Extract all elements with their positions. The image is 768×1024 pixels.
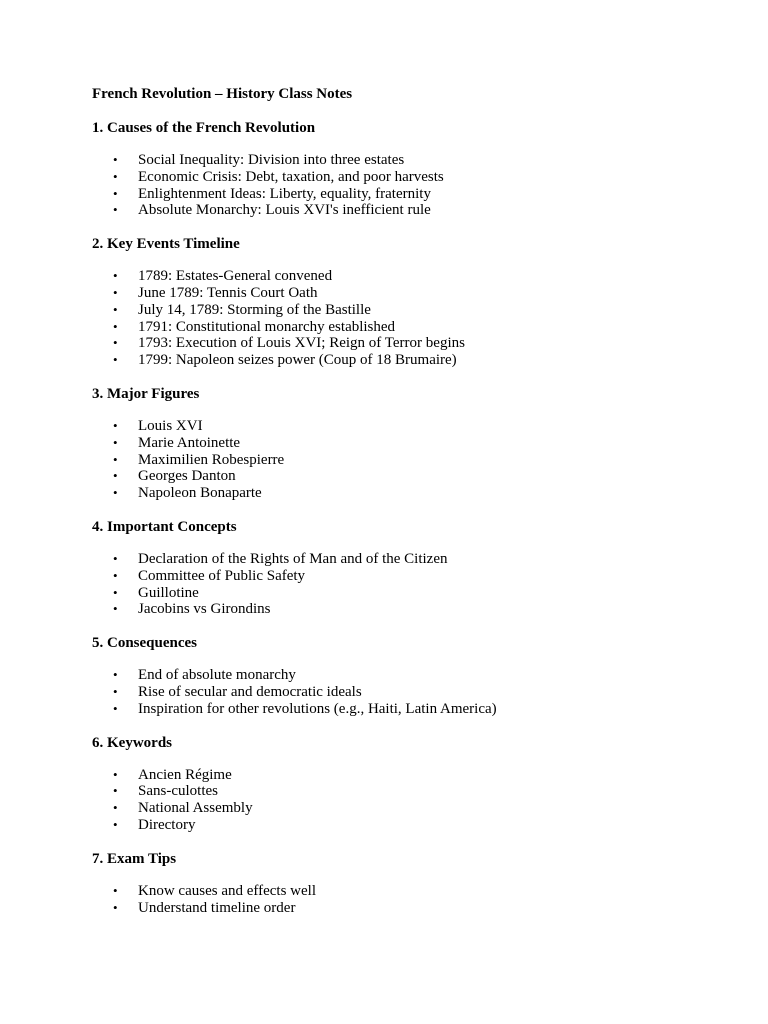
list-item (92, 202, 732, 219)
list-item-text: 1799: Napoleon seizes power (Coup of 18 Brumaire) (138, 352, 457, 369)
bullet-icon: • (113, 667, 118, 683)
bullet-icon: • (113, 152, 118, 167)
bullet-icon: • (113, 202, 118, 218)
section-exam-tips (92, 850, 732, 917)
list-item (92, 319, 732, 336)
list-item-text: Absolute Monarchy: Louis XVI's inefficient rule (138, 202, 431, 219)
list-item-text: Enlightenment Ideas: Liberty, equality, fraternity (138, 185, 431, 202)
list-item-text: Directory (138, 816, 196, 833)
list-item-text: National Assembly (138, 800, 253, 817)
list-item-text: Jacobins vs Girondins (138, 601, 271, 618)
section-heading: 1. Causes of the French Revolution (92, 120, 316, 136)
list-item-text: Georges Danton (138, 468, 236, 485)
list-item (92, 268, 732, 285)
list-item-text: July 14, 1789: Storming of the Bastille (138, 301, 371, 318)
bullet-icon: • (113, 335, 118, 351)
list-item (92, 352, 732, 369)
list-item (92, 186, 732, 203)
list-item-text: Ancien Régime (138, 766, 232, 783)
bullet-icon: • (113, 601, 118, 617)
bullet-icon: • (113, 683, 118, 699)
bullet-list (92, 767, 732, 834)
bullet-icon: • (113, 352, 118, 368)
section-causes (92, 119, 732, 219)
document-title: French Revolution – History Class Notes (92, 86, 353, 102)
bullet-icon: • (113, 550, 118, 566)
bullet-icon: • (113, 485, 118, 501)
list-item-text: Maximilien Robespierre (138, 451, 285, 468)
list-item-text: Social Inequality: Division into three estates (138, 152, 405, 168)
list-item (92, 468, 732, 485)
list-item-text: Economic Crisis: Debt, taxation, and poor harvests (138, 168, 444, 185)
list-item-text: Sans-culottes (138, 783, 218, 800)
bullet-icon: • (113, 301, 118, 317)
list-item (92, 551, 732, 568)
section-keywords (92, 734, 732, 834)
bullet-icon: • (113, 434, 118, 450)
list-item (92, 485, 732, 502)
section-timeline (92, 235, 732, 369)
section-heading: 4. Important Concepts (92, 518, 237, 535)
list-item (92, 435, 732, 452)
bullet-icon: • (113, 567, 118, 583)
list-item-text: June 1789: Tennis Court Oath (138, 284, 318, 301)
section-heading: 2. Key Events Timeline (92, 236, 240, 253)
bullet-icon: • (113, 766, 118, 782)
list-item (92, 302, 732, 319)
list-item-text: Committee of Public Safety (138, 567, 306, 584)
list-item (92, 335, 732, 352)
bullet-icon: • (113, 185, 118, 201)
bullet-list (92, 551, 732, 618)
bullet-icon: • (113, 417, 118, 433)
bullet-icon: • (113, 700, 118, 716)
list-item (92, 452, 732, 469)
list-item-text: Rise of secular and democratic ideals (138, 683, 362, 700)
list-item (92, 900, 732, 917)
list-item (92, 684, 732, 701)
bullet-icon: • (113, 451, 118, 467)
list-item-text: Inspiration for other revolutions (e.g., Haiti, Latin America) (138, 700, 497, 717)
bullet-icon: • (113, 882, 118, 898)
list-item-text: Marie Antoinette (138, 434, 241, 451)
list-item-text: Understand timeline order (138, 899, 296, 916)
list-item (92, 568, 732, 585)
bullet-icon: • (113, 284, 118, 300)
section-figures (92, 385, 732, 502)
list-item (92, 285, 732, 302)
bullet-icon: • (113, 783, 118, 799)
bullet-icon: • (113, 268, 118, 284)
section-heading: 5. Consequences (92, 635, 198, 652)
list-item-text: Louis XVI (138, 417, 203, 434)
bullet-list (92, 667, 732, 717)
bullet-icon: • (113, 899, 118, 915)
list-item-text: Napoleon Bonaparte (138, 485, 262, 502)
list-item-text: 1791: Constitutional monarchy established (138, 318, 396, 335)
list-item (92, 152, 732, 169)
bullet-icon: • (113, 584, 118, 600)
bullet-icon: • (113, 800, 118, 816)
list-item (92, 701, 732, 718)
list-item (92, 767, 732, 784)
bullet-icon: • (113, 318, 118, 334)
section-concepts (92, 518, 732, 618)
section-consequences (92, 634, 732, 717)
section-heading: 3. Major Figures (92, 385, 200, 402)
document-page (92, 85, 732, 916)
list-item (92, 667, 732, 684)
list-item (92, 817, 732, 834)
bullet-list (92, 268, 732, 369)
bullet-icon: • (113, 816, 118, 832)
list-item-text: 1789: Estates-General convened (138, 268, 333, 285)
list-item (92, 169, 732, 186)
list-item-text: End of absolute monarchy (138, 667, 296, 684)
list-item (92, 601, 732, 618)
section-heading: 6. Keywords (92, 734, 172, 751)
bullet-icon: • (113, 168, 118, 184)
list-item-text: Declaration of the Rights of Man and of the Citizen (138, 550, 448, 567)
list-item-text: Know causes and effects well (138, 882, 316, 899)
list-item (92, 783, 732, 800)
bullet-list (92, 883, 732, 917)
list-item (92, 585, 732, 602)
list-item-text: Guillotine (138, 584, 199, 601)
bullet-list (92, 152, 732, 219)
list-item-text: 1793: Execution of Louis XVI; Reign of Terror begins (138, 335, 465, 352)
list-item (92, 418, 732, 435)
list-item (92, 883, 732, 900)
bullet-icon: • (113, 468, 118, 484)
list-item (92, 800, 732, 817)
section-heading: 7. Exam Tips (92, 850, 177, 867)
bullet-list (92, 418, 732, 502)
